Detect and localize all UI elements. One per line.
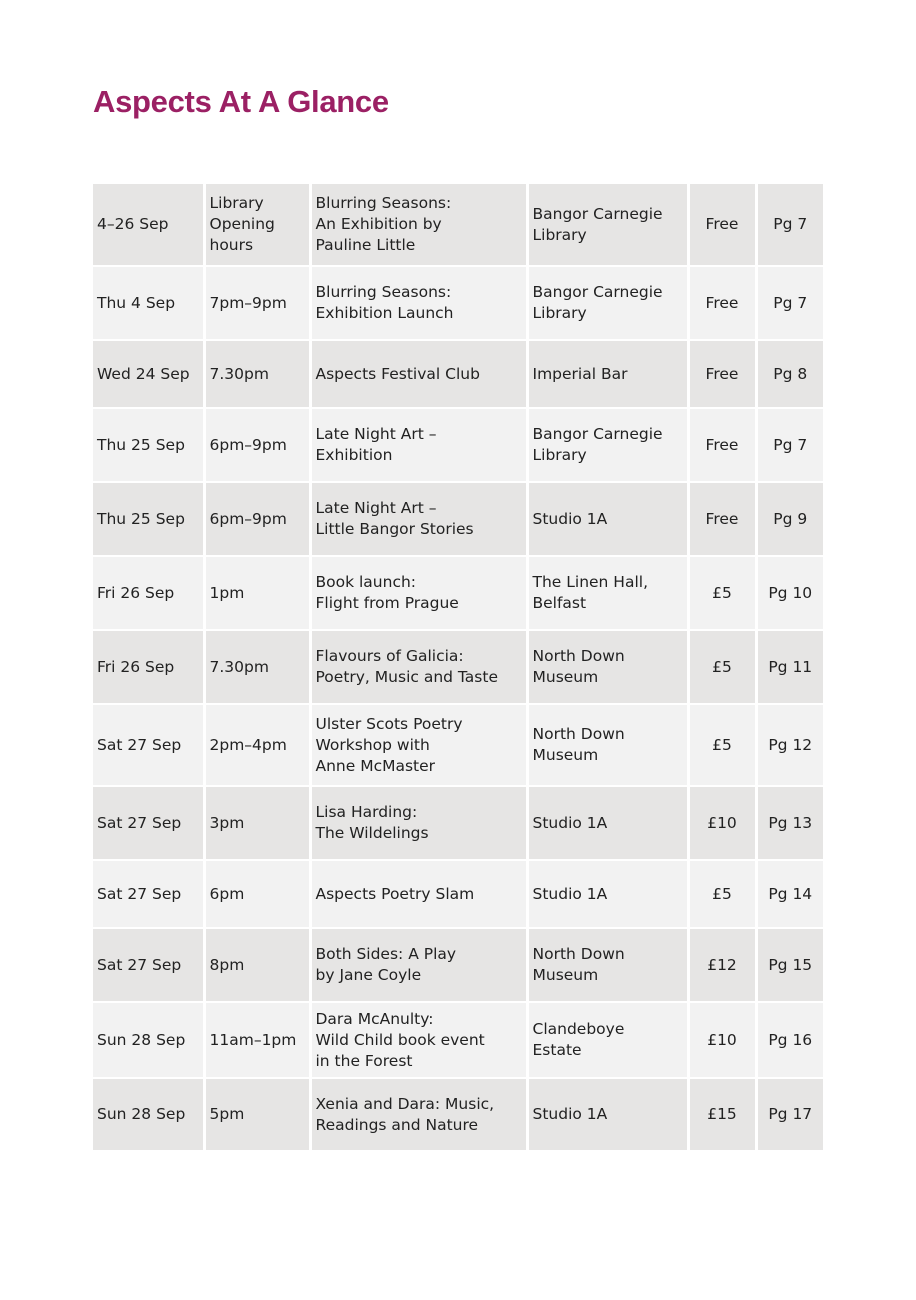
event-time: 6pm–9pm	[204, 408, 310, 482]
event-date: Wed 24 Sep	[93, 340, 204, 408]
event-time: 7pm–9pm	[204, 266, 310, 340]
event-page-ref: Pg 15	[756, 928, 823, 1002]
event-row	[93, 1078, 823, 1150]
event-title: Lisa Harding: The Wildelings	[310, 786, 527, 860]
event-page-ref: Pg 10	[756, 556, 823, 630]
event-price: Free	[688, 266, 756, 340]
event-date: Thu 4 Sep	[93, 266, 204, 340]
event-page-ref: Pg 11	[756, 630, 823, 704]
event-venue: Studio 1A	[527, 1078, 688, 1150]
event-time: 1pm	[204, 556, 310, 630]
event-price: £5	[688, 630, 756, 704]
event-price: Free	[688, 184, 756, 266]
event-price: £12	[688, 928, 756, 1002]
event-price: £10	[688, 786, 756, 860]
event-date: Sun 28 Sep	[93, 1002, 204, 1078]
event-page-ref: Pg 13	[756, 786, 823, 860]
event-date: 4–26 Sep	[93, 184, 204, 266]
event-price: £15	[688, 1078, 756, 1150]
event-venue: North Down Museum	[527, 928, 688, 1002]
event-venue: Bangor Carnegie Library	[527, 408, 688, 482]
event-price: Free	[688, 340, 756, 408]
event-venue: Studio 1A	[527, 786, 688, 860]
event-row	[93, 482, 823, 556]
event-title: Aspects Festival Club	[310, 340, 527, 408]
event-date: Thu 25 Sep	[93, 408, 204, 482]
event-date: Thu 25 Sep	[93, 482, 204, 556]
event-title: Xenia and Dara: Music, Readings and Nature	[310, 1078, 527, 1150]
event-date: Sat 27 Sep	[93, 786, 204, 860]
event-row	[93, 340, 823, 408]
page-title: Aspects At A Glance	[93, 84, 389, 119]
event-date: Fri 26 Sep	[93, 556, 204, 630]
event-title: Aspects Poetry Slam	[310, 860, 527, 928]
event-row	[93, 184, 823, 266]
event-page-ref: Pg 12	[756, 704, 823, 786]
event-venue: Imperial Bar	[527, 340, 688, 408]
event-price: £5	[688, 860, 756, 928]
event-row	[93, 704, 823, 786]
event-date: Fri 26 Sep	[93, 630, 204, 704]
event-row	[93, 1002, 823, 1078]
event-time: Library Opening hours	[204, 184, 310, 266]
event-venue: Clandeboye Estate	[527, 1002, 688, 1078]
event-date: Sun 28 Sep	[93, 1078, 204, 1150]
event-row	[93, 266, 823, 340]
event-time: 7.30pm	[204, 340, 310, 408]
event-page-ref: Pg 9	[756, 482, 823, 556]
event-title: Book launch: Flight from Prague	[310, 556, 527, 630]
event-venue: Studio 1A	[527, 860, 688, 928]
event-time: 5pm	[204, 1078, 310, 1150]
event-row	[93, 860, 823, 928]
event-time: 3pm	[204, 786, 310, 860]
event-page-ref: Pg 7	[756, 266, 823, 340]
events-table	[93, 184, 823, 1150]
event-title: Dara McAnulty: Wild Child book event in the Forest	[310, 1002, 527, 1078]
event-page-ref: Pg 8	[756, 340, 823, 408]
event-venue: The Linen Hall, Belfast	[527, 556, 688, 630]
event-page-ref: Pg 7	[756, 184, 823, 266]
event-row	[93, 630, 823, 704]
event-time: 7.30pm	[204, 630, 310, 704]
event-title: Late Night Art – Little Bangor Stories	[310, 482, 527, 556]
event-title: Flavours of Galicia: Poetry, Music and Taste	[310, 630, 527, 704]
event-title: Blurring Seasons: An Exhibition by Pauline Little	[310, 184, 527, 266]
event-venue: Bangor Carnegie Library	[527, 266, 688, 340]
event-time: 6pm	[204, 860, 310, 928]
event-date: Sat 27 Sep	[93, 928, 204, 1002]
event-date: Sat 27 Sep	[93, 860, 204, 928]
event-time: 11am–1pm	[204, 1002, 310, 1078]
event-page-ref: Pg 17	[756, 1078, 823, 1150]
event-title: Ulster Scots Poetry Workshop with Anne McMaster	[310, 704, 527, 786]
event-price: £5	[688, 704, 756, 786]
event-row	[93, 928, 823, 1002]
event-date: Sat 27 Sep	[93, 704, 204, 786]
event-venue: Bangor Carnegie Library	[527, 184, 688, 266]
event-page-ref: Pg 16	[756, 1002, 823, 1078]
event-price: Free	[688, 408, 756, 482]
event-time: 6pm–9pm	[204, 482, 310, 556]
event-time: 8pm	[204, 928, 310, 1002]
event-row	[93, 786, 823, 860]
event-title: Both Sides: A Play by Jane Coyle	[310, 928, 527, 1002]
event-price: Free	[688, 482, 756, 556]
event-title: Blurring Seasons: Exhibition Launch	[310, 266, 527, 340]
event-venue: North Down Museum	[527, 630, 688, 704]
event-page-ref: Pg 14	[756, 860, 823, 928]
event-page-ref: Pg 7	[756, 408, 823, 482]
event-venue: Studio 1A	[527, 482, 688, 556]
event-row	[93, 556, 823, 630]
event-time: 2pm–4pm	[204, 704, 310, 786]
event-row	[93, 408, 823, 482]
event-title: Late Night Art – Exhibition	[310, 408, 527, 482]
event-price: £10	[688, 1002, 756, 1078]
event-price: £5	[688, 556, 756, 630]
event-venue: North Down Museum	[527, 704, 688, 786]
